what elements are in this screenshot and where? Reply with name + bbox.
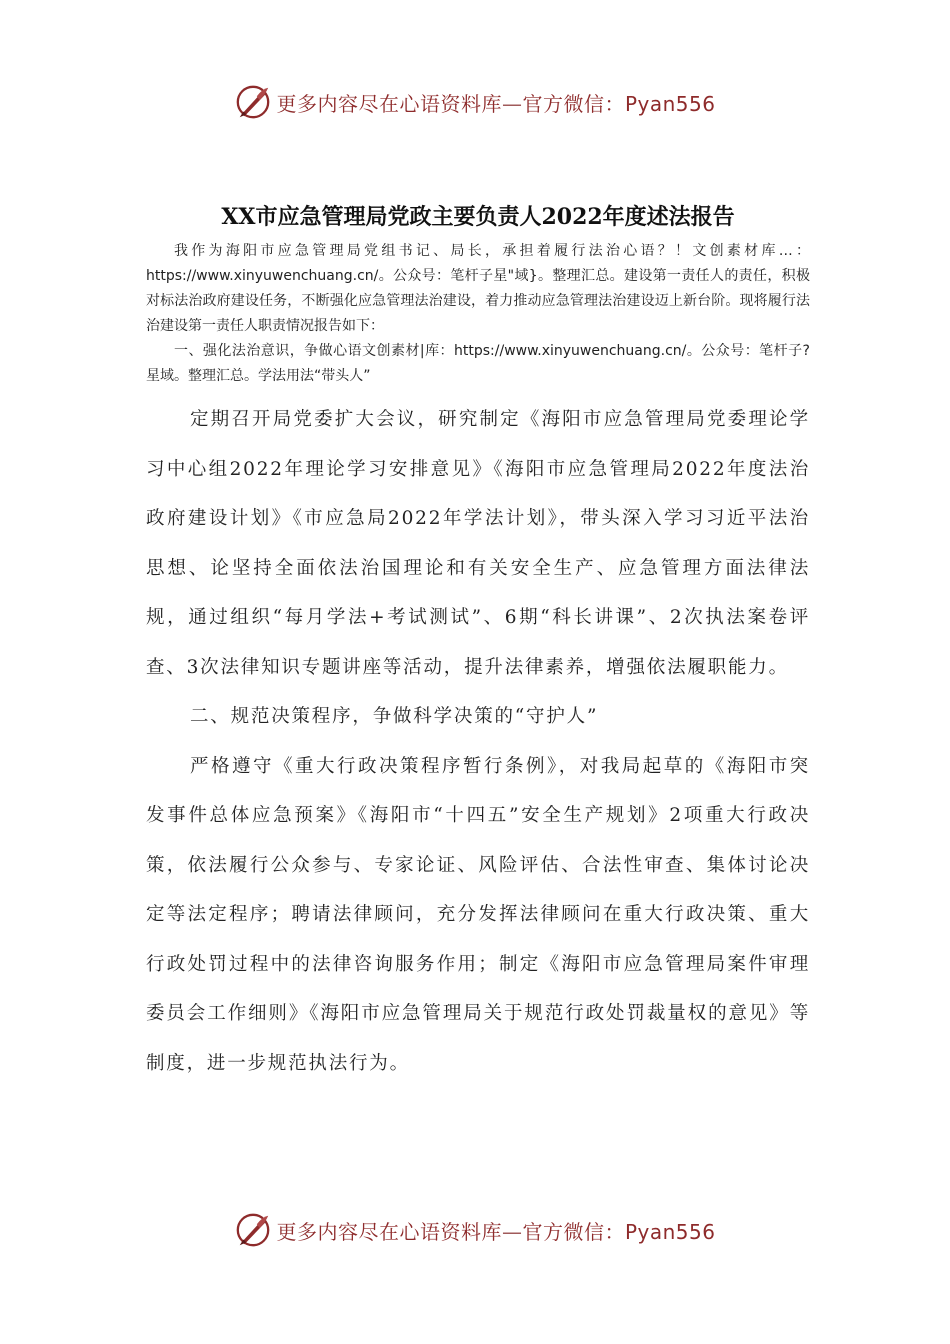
footer-banner-suffix: 官方微信：Pyan556 bbox=[522, 1219, 716, 1244]
section-one-heading: 一、强化法治意识，争做心语文创素材|库：https://www.xinyuwenchuang.cn/。公众号：笔杆子?星域。整理汇总。学法用法“带头人” bbox=[146, 343, 810, 384]
body-paragraph: 严格遵守《重大行政决策程序暂行条例》，对我局起草的《海阳市突发事件总体应急预案》《海阳市“十四五”安全生产规划》2项重大行政决策，依法履行公众参与、专家论证、风险评估、合法性审查、集体讨论决定等法定程序；聘请法律顾问，充分发挥法律顾问在重大行政决策、重大行政处罚过程中的法律咨询服务作用；制定《海阳市应急管理局案件审理委员会工作细则》《海阳市应急管理局关于规范行政处罚裁量权的意见》等制度，进一步规范执法行为。 bbox=[146, 755, 810, 1074]
header-banner-text bbox=[276, 88, 715, 117]
header-banner-suffix: 官方微信：Pyan556 bbox=[522, 91, 716, 116]
footer-banner-main: 更多内容尽在心语资料库 bbox=[276, 1219, 502, 1244]
document-body bbox=[146, 190, 810, 1088]
document-title: XX市应急管理局党政主要负责人2022年度述法报告 bbox=[221, 204, 735, 230]
footer-banner-text bbox=[276, 1216, 715, 1245]
pen-quill-logo-icon bbox=[234, 1211, 272, 1249]
header-banner-main: 更多内容尽在心语资料库 bbox=[276, 91, 502, 116]
body-paragraph: 定期召开局党委扩大会议，研究制定《海阳市应急管理局党委理论学习中心组2022年理论学习安排意见》《海阳市应急管理局2022年度法治政府建设计划》《市应急局2022年学法计划》，带头深入学习习近平法治思想、论坚持全面依法治国理论和有关安全生产、应急管理方面法律法规，通过组织“每月学法+考试测试”、6期“科长讲课”、2次执法案卷评查、3次法律知识专题讲座等活动，提升法律素养，增强依法履职能力。 bbox=[146, 409, 810, 678]
header-banner-dash: — bbox=[501, 91, 523, 116]
footer-banner bbox=[0, 1208, 950, 1252]
footer-banner-dash: — bbox=[501, 1219, 523, 1244]
pen-quill-logo-icon bbox=[234, 83, 272, 121]
section-two-heading: 二、规范决策程序，争做科学决策的“守护人” bbox=[190, 706, 599, 727]
header-banner bbox=[0, 80, 950, 124]
intro-paragraph: 我作为海阳市应急管理局党组书记、局长，承担着履行法治心语？！文创素材库…：https://www.xinyuwenchuang.cn/。公众号：笔杆子星"域}。整理汇总。建设第一责任人的责任，积极对标法治政府建设任务，不断强化应急管理法治建设，着力推动应急管理法治建设迈上新台阶。现将履行法治建设第一责任人职责情况报告如下： bbox=[146, 243, 810, 334]
